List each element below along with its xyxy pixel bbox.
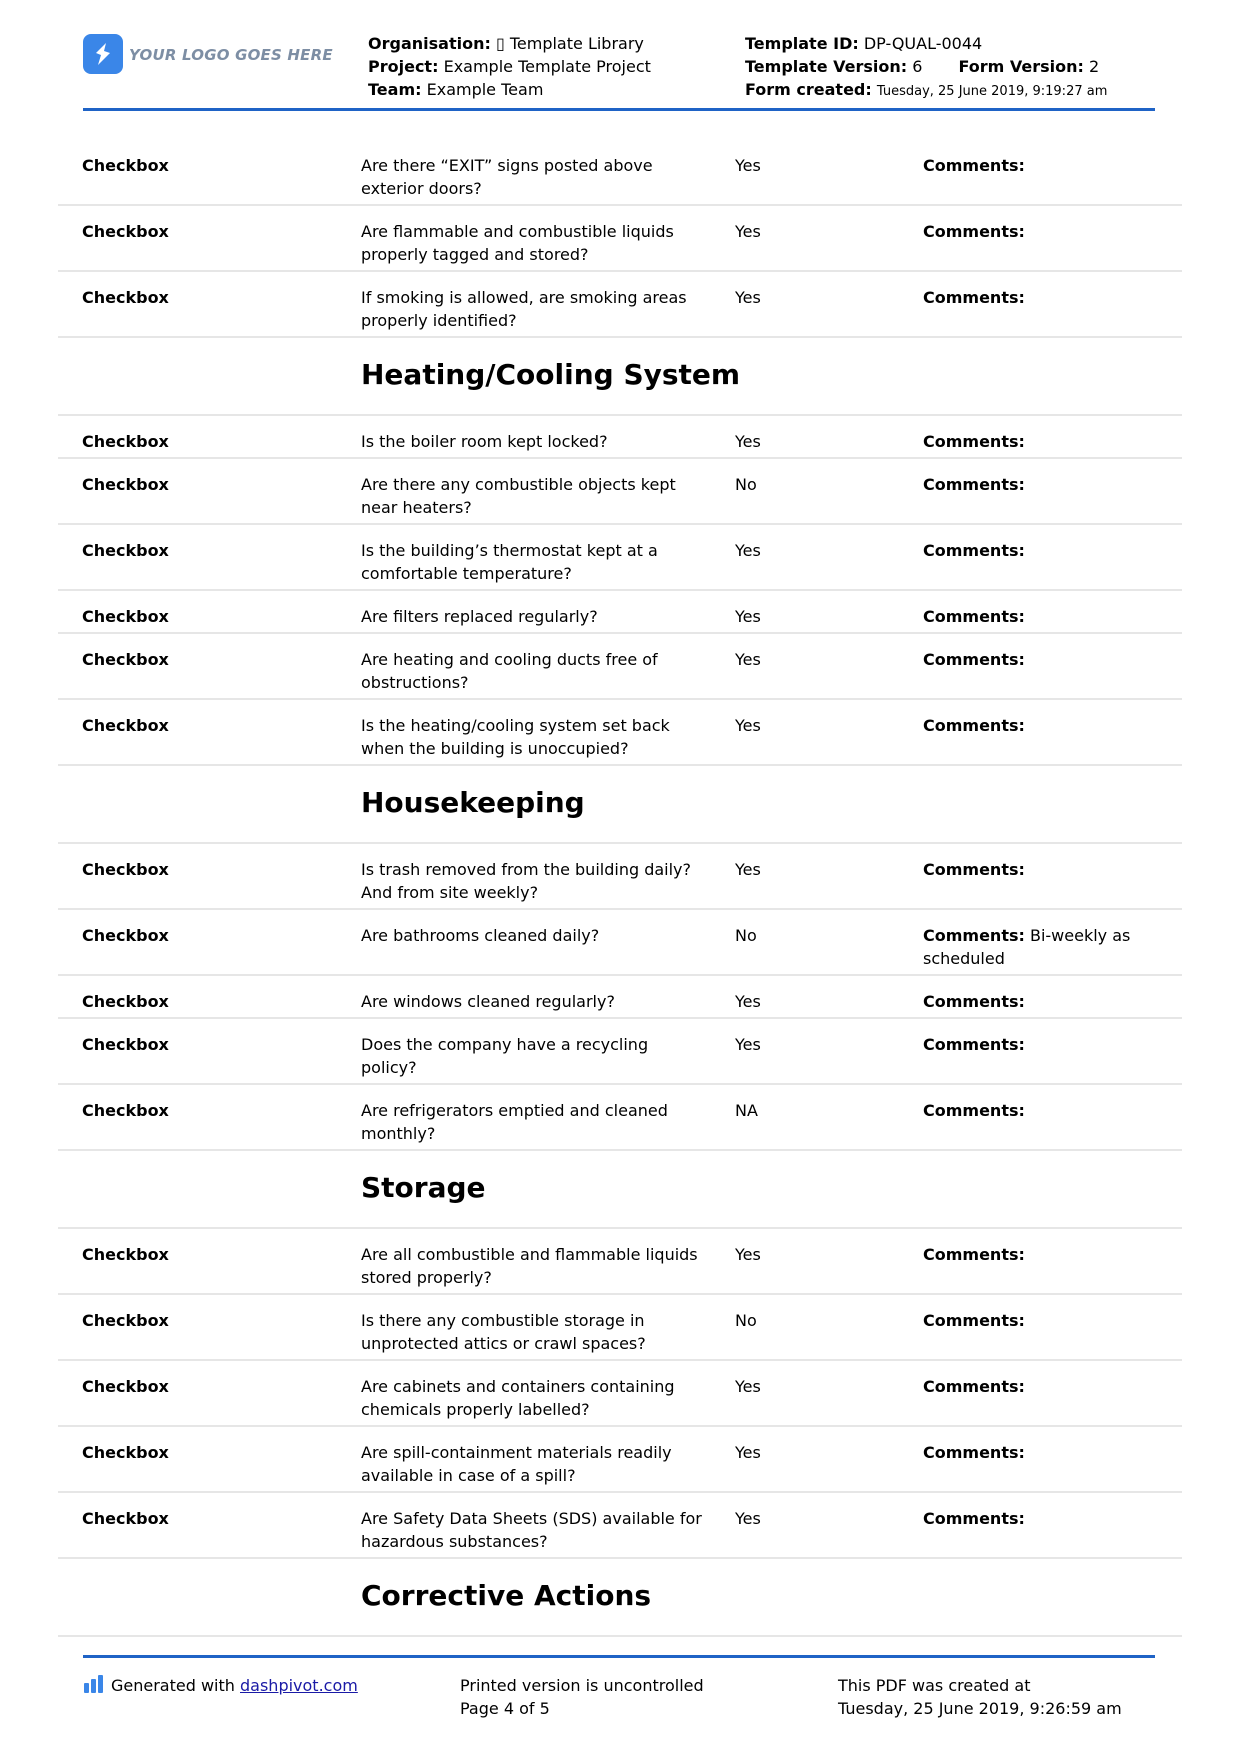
checklist	[58, 140, 1182, 1637]
checkbox-label[interactable]: Checkbox	[82, 650, 169, 669]
comments-label: Comments:	[923, 1377, 1025, 1396]
checkbox-label[interactable]: Checkbox	[82, 926, 169, 945]
checkbox-label[interactable]: Checkbox	[82, 432, 169, 451]
form-created-value: Tuesday, 25 June 2019, 9:19:27 am	[876, 84, 1108, 99]
question-text: Are refrigerators emptied and cleaned monthly?	[361, 1101, 668, 1143]
comments-label: Comments:	[923, 1101, 1025, 1120]
checklist-row	[58, 1019, 1182, 1085]
answer-value: No	[735, 475, 757, 494]
project-label: Project:	[368, 57, 439, 76]
checkbox-label[interactable]: Checkbox	[82, 156, 169, 175]
question-text: Are cabinets and containers containing chemicals properly labelled?	[361, 1377, 675, 1419]
page-number: Page 4 of 5	[460, 1699, 550, 1718]
comments-field	[923, 1243, 1163, 1266]
checklist-row	[58, 1493, 1182, 1559]
answer-value: Yes	[735, 1035, 761, 1054]
bar-chart-icon	[83, 1675, 105, 1699]
comments-label: Comments:	[923, 1035, 1025, 1054]
checklist-row	[58, 591, 1182, 634]
checkbox-label[interactable]: Checkbox	[82, 1443, 169, 1462]
checkbox-label[interactable]: Checkbox	[82, 607, 169, 626]
answer-value: Yes	[735, 288, 761, 307]
checkbox-label[interactable]: Checkbox	[82, 1101, 169, 1120]
section-title: Corrective Actions	[361, 1579, 652, 1612]
checklist-row	[58, 634, 1182, 700]
question-text: Are flammable and combustible liquids properly tagged and stored?	[361, 222, 674, 264]
answer-value: Yes	[735, 650, 761, 669]
generated-with	[83, 1674, 358, 1699]
checkbox-label[interactable]: Checkbox	[82, 541, 169, 560]
question-text: Are heating and cooling ducts free of obstructions?	[361, 650, 658, 692]
checklist-row	[58, 206, 1182, 272]
comments-field	[923, 430, 1163, 453]
checkbox-label[interactable]: Checkbox	[82, 1509, 169, 1528]
checklist-group-housekeeping	[58, 844, 1182, 1151]
pdf-created	[838, 1674, 1122, 1720]
print-info	[460, 1674, 704, 1720]
comments-label: Comments:	[923, 1443, 1025, 1462]
header-meta-left	[368, 32, 651, 101]
checklist-row	[58, 525, 1182, 591]
question-text: Is there any combustible storage in unprotected attics or crawl spaces?	[361, 1311, 646, 1353]
checklist-group-heating-cooling	[58, 416, 1182, 766]
comments-label: Comments:	[923, 541, 1025, 560]
comments-field	[923, 473, 1163, 496]
question-text: If smoking is allowed, are smoking areas properly identified?	[361, 288, 687, 330]
comments-field	[923, 1375, 1163, 1398]
pdf-created-value: Tuesday, 25 June 2019, 9:26:59 am	[838, 1699, 1122, 1718]
organisation-label: Organisation:	[368, 34, 491, 53]
question-text: Is the heating/cooling system set back when the building is unoccupied?	[361, 716, 670, 758]
comments-label: Comments:	[923, 992, 1025, 1011]
answer-value: NA	[735, 1101, 758, 1120]
question-text: Are windows cleaned regularly?	[361, 992, 615, 1011]
comments-label: Comments:	[923, 650, 1025, 669]
comments-value: Bi-weekly as scheduled	[923, 926, 1131, 968]
question-text: Is the building’s thermostat kept at a comfortable temperature?	[361, 541, 658, 583]
checklist-group-storage	[58, 1229, 1182, 1559]
page-footer	[83, 1655, 1155, 1728]
team-label: Team:	[368, 80, 422, 99]
generated-prefix: Generated with	[111, 1676, 240, 1695]
comments-field	[923, 286, 1163, 309]
answer-value: Yes	[735, 607, 761, 626]
comments-field	[923, 714, 1163, 737]
checkbox-label[interactable]: Checkbox	[82, 716, 169, 735]
template-version-label: Template Version:	[745, 57, 908, 76]
checkbox-label[interactable]: Checkbox	[82, 1377, 169, 1396]
header-meta-right	[745, 32, 1107, 103]
answer-value: Yes	[735, 156, 761, 175]
checklist-row	[58, 844, 1182, 910]
section-title: Storage	[361, 1171, 486, 1204]
company-logo	[83, 34, 333, 78]
checklist-row	[58, 700, 1182, 766]
answer-value: Yes	[735, 1245, 761, 1264]
checkbox-label[interactable]: Checkbox	[82, 992, 169, 1011]
section-heading	[58, 338, 1182, 416]
question-text: Is trash removed from the building daily? And from site weekly?	[361, 860, 692, 902]
checkbox-label[interactable]: Checkbox	[82, 1311, 169, 1330]
question-text: Are there “EXIT” signs posted above exterior doors?	[361, 156, 653, 198]
answer-value: Yes	[735, 541, 761, 560]
checklist-row	[58, 1295, 1182, 1361]
checkbox-label[interactable]: Checkbox	[82, 860, 169, 879]
pdf-created-prefix: This PDF was created at	[838, 1676, 1031, 1695]
comments-label: Comments:	[923, 860, 1025, 879]
page-header	[83, 28, 1155, 111]
checklist-row	[58, 1427, 1182, 1493]
question-text: Is the boiler room kept locked?	[361, 432, 608, 451]
answer-value: Yes	[735, 860, 761, 879]
section-heading	[58, 766, 1182, 844]
comments-label: Comments:	[923, 475, 1025, 494]
checklist-group-general	[58, 140, 1182, 338]
comments-field	[923, 154, 1163, 177]
checklist-row	[58, 1085, 1182, 1151]
answer-value: Yes	[735, 1509, 761, 1528]
form-created-label: Form created:	[745, 80, 872, 99]
answer-value: Yes	[735, 716, 761, 735]
answer-value: Yes	[735, 1443, 761, 1462]
form-version-value: 2	[1088, 57, 1100, 76]
comments-field	[923, 1507, 1163, 1530]
comments-field	[923, 1309, 1163, 1332]
section-heading	[58, 1151, 1182, 1229]
question-text: Are bathrooms cleaned daily?	[361, 926, 600, 945]
question-text: Are there any combustible objects kept near heaters?	[361, 475, 676, 517]
checklist-row	[58, 1229, 1182, 1295]
comments-field	[923, 1099, 1163, 1122]
question-text: Are all combustible and flammable liquids stored properly?	[361, 1245, 698, 1287]
checklist-row	[58, 416, 1182, 459]
checklist-row	[58, 140, 1182, 206]
checkbox-label[interactable]: Checkbox	[82, 222, 169, 241]
comments-field	[923, 1033, 1163, 1056]
comments-label: Comments:	[923, 1509, 1025, 1528]
comments-field	[923, 220, 1163, 243]
answer-value: Yes	[735, 222, 761, 241]
answer-value: No	[735, 1311, 757, 1330]
comments-field	[923, 605, 1163, 628]
dashpivot-link[interactable]: dashpivot.com	[240, 1676, 358, 1695]
checkbox-label[interactable]: Checkbox	[82, 1035, 169, 1054]
uncontrolled-notice: Printed version is uncontrolled	[460, 1676, 704, 1695]
question-text: Does the company have a recycling policy?	[361, 1035, 649, 1077]
form-version-label: Form Version:	[958, 57, 1084, 76]
comments-label: Comments:	[923, 1311, 1025, 1330]
comments-label: Comments:	[923, 288, 1025, 307]
comments-field	[923, 858, 1163, 881]
comments-field	[923, 924, 1163, 970]
team-value: Example Team	[426, 80, 544, 99]
logo-text: YOUR LOGO GOES HERE	[129, 46, 333, 64]
comments-label: Comments:	[923, 222, 1025, 241]
answer-value: No	[735, 926, 757, 945]
template-id-label: Template ID:	[745, 34, 859, 53]
section-heading	[58, 1559, 1182, 1637]
comments-field	[923, 648, 1163, 671]
checkbox-label[interactable]: Checkbox	[82, 475, 169, 494]
comments-label: Comments:	[923, 1245, 1025, 1264]
answer-value: Yes	[735, 992, 761, 1011]
organisation-value: ▯ Template Library	[495, 34, 644, 53]
checklist-row	[58, 272, 1182, 338]
project-value: Example Template Project	[443, 57, 651, 76]
comments-label: Comments:	[923, 607, 1025, 626]
question-text: Are Safety Data Sheets (SDS) available for hazardous substances?	[361, 1509, 702, 1551]
comments-label: Comments:	[923, 432, 1025, 451]
answer-value: Yes	[735, 432, 761, 451]
checklist-row	[58, 910, 1182, 976]
template-version-value: 6	[912, 57, 923, 76]
section-title: Housekeeping	[361, 786, 585, 819]
comments-label: Comments:	[923, 926, 1025, 945]
answer-value: Yes	[735, 1377, 761, 1396]
comments-field	[923, 1441, 1163, 1464]
checkbox-label[interactable]: Checkbox	[82, 288, 169, 307]
question-text: Are spill-containment materials readily available in case of a spill?	[361, 1443, 672, 1485]
logo-icon	[83, 34, 123, 74]
comments-label: Comments:	[923, 156, 1025, 175]
checklist-row	[58, 976, 1182, 1019]
comments-label: Comments:	[923, 716, 1025, 735]
section-title: Heating/Cooling System	[361, 358, 741, 391]
question-text: Are filters replaced regularly?	[361, 607, 598, 626]
template-id-value: DP-QUAL-0044	[863, 34, 983, 53]
checkbox-label[interactable]: Checkbox	[82, 1245, 169, 1264]
comments-field	[923, 539, 1163, 562]
comments-field	[923, 990, 1163, 1013]
checklist-row	[58, 1361, 1182, 1427]
checklist-row	[58, 459, 1182, 525]
